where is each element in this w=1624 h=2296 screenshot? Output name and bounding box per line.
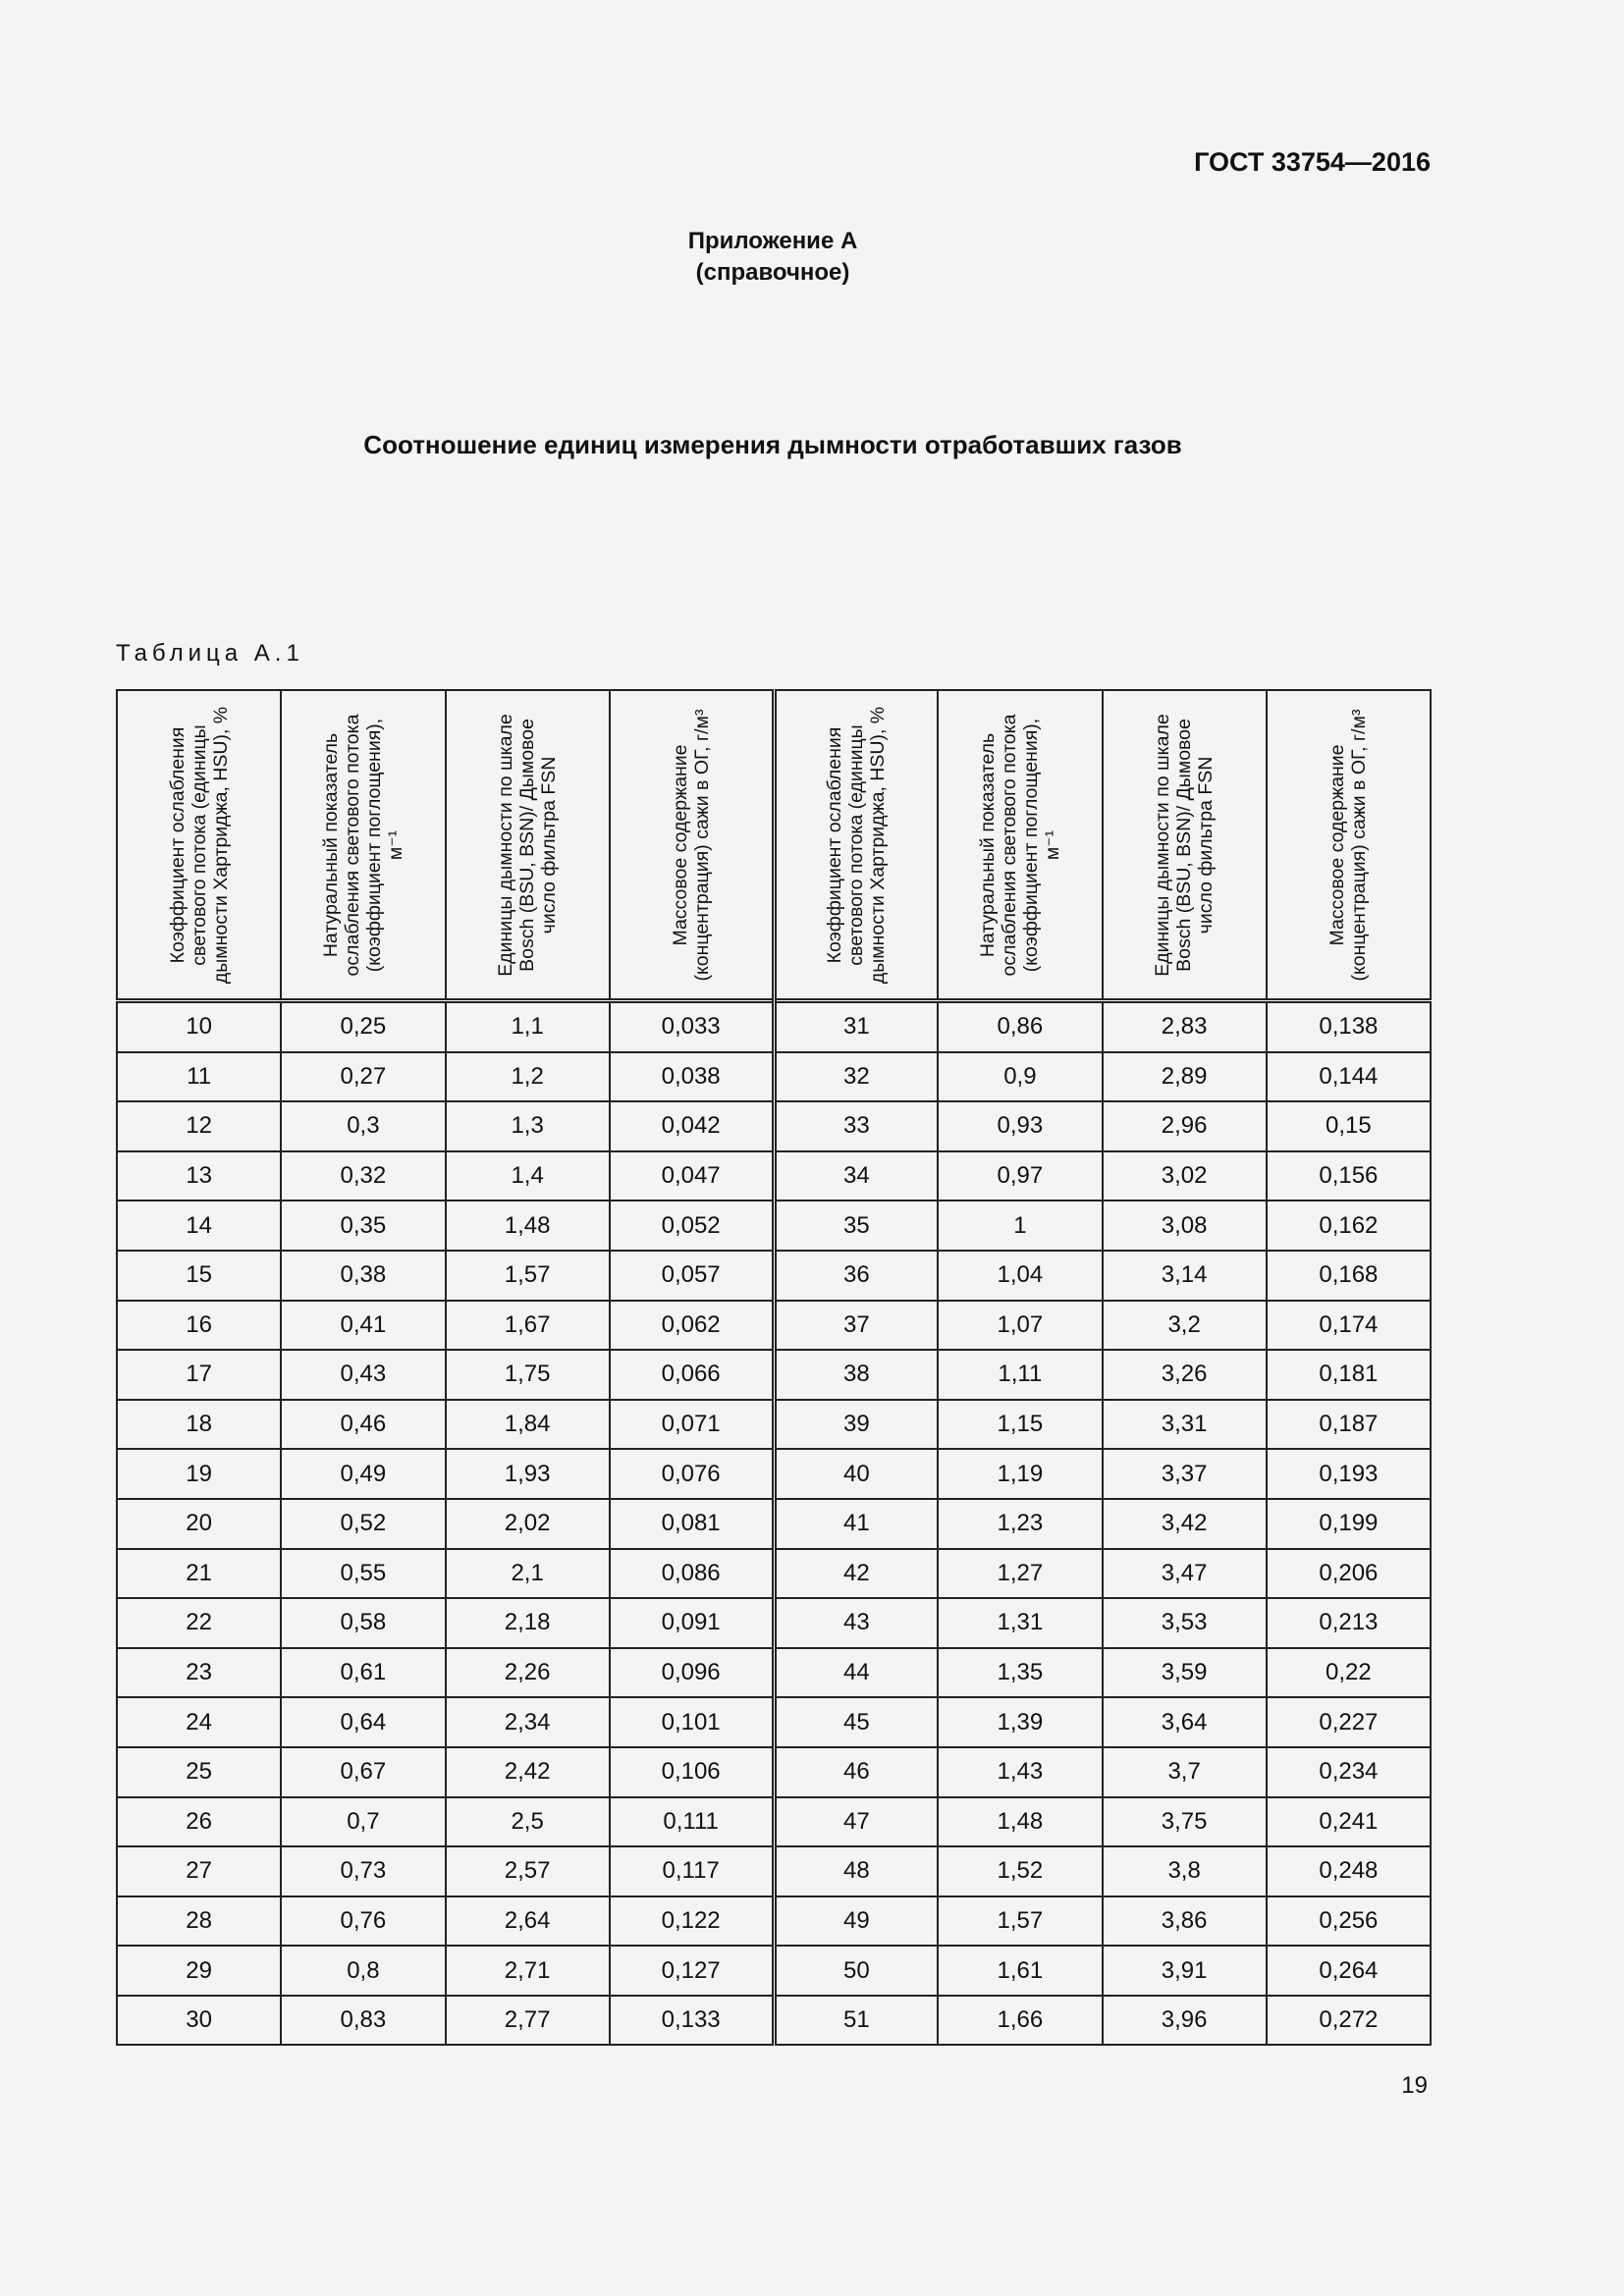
table-cell: 1,3 xyxy=(446,1101,610,1151)
table-header-row xyxy=(117,690,1431,1001)
table-cell: 20 xyxy=(117,1499,281,1549)
table-cell: 3,42 xyxy=(1103,1499,1267,1549)
table-row xyxy=(117,1251,1431,1301)
table-cell: 0,76 xyxy=(281,1896,445,1947)
table-cell: 0,15 xyxy=(1267,1101,1431,1151)
table-cell: 3,08 xyxy=(1103,1201,1267,1251)
table-cell: 28 xyxy=(117,1896,281,1947)
table-cell: 17 xyxy=(117,1350,281,1400)
table-cell: 1,27 xyxy=(938,1549,1102,1599)
table-cell: 11 xyxy=(117,1052,281,1102)
table-row xyxy=(117,1001,1431,1052)
table-cell: 0,138 xyxy=(1267,1001,1431,1052)
table-cell: 0,97 xyxy=(938,1151,1102,1201)
table-cell: 3,91 xyxy=(1103,1946,1267,1996)
header-cell xyxy=(117,690,281,1001)
table-cell: 0,86 xyxy=(938,1001,1102,1052)
table-row xyxy=(117,1996,1431,2046)
table-cell: 0,199 xyxy=(1267,1499,1431,1549)
table-cell: 0,52 xyxy=(281,1499,445,1549)
table-row xyxy=(117,1499,1431,1549)
table-cell: 45 xyxy=(774,1697,938,1747)
table-cell: 0,35 xyxy=(281,1201,445,1251)
table-cell: 1,19 xyxy=(938,1449,1102,1499)
table-cell: 16 xyxy=(117,1301,281,1351)
table-cell: 2,77 xyxy=(446,1996,610,2046)
table-row xyxy=(117,1301,1431,1351)
table-cell: 0,091 xyxy=(610,1598,774,1648)
table-row xyxy=(117,1598,1431,1648)
table-cell: 0,042 xyxy=(610,1101,774,1151)
table-cell: 0,047 xyxy=(610,1151,774,1201)
table-cell: 0,038 xyxy=(610,1052,774,1102)
table-cell: 3,96 xyxy=(1103,1996,1267,2046)
table-cell: 0,213 xyxy=(1267,1598,1431,1648)
table-cell: 1,35 xyxy=(938,1648,1102,1698)
table-cell: 34 xyxy=(774,1151,938,1201)
table-cell: 37 xyxy=(774,1301,938,1351)
table-cell: 0,93 xyxy=(938,1101,1102,1151)
table-cell: 3,53 xyxy=(1103,1598,1267,1648)
table-cell: 3,14 xyxy=(1103,1251,1267,1301)
header-cell xyxy=(1103,690,1267,1001)
table-cell: 1,4 xyxy=(446,1151,610,1201)
header-cell xyxy=(446,690,610,1001)
table-cell: 0,61 xyxy=(281,1648,445,1698)
table-cell: 3,31 xyxy=(1103,1400,1267,1450)
table-cell: 3,37 xyxy=(1103,1449,1267,1499)
table-cell: 49 xyxy=(774,1896,938,1947)
table-cell: 0,181 xyxy=(1267,1350,1431,1400)
table-cell: 0,64 xyxy=(281,1697,445,1747)
table-cell: 0,32 xyxy=(281,1151,445,1201)
table-row xyxy=(117,1350,1431,1400)
table-row xyxy=(117,1549,1431,1599)
header-cell xyxy=(1267,690,1431,1001)
table-row xyxy=(117,1101,1431,1151)
table-cell: 21 xyxy=(117,1549,281,1599)
table-cell: 1,23 xyxy=(938,1499,1102,1549)
table-cell: 46 xyxy=(774,1747,938,1797)
table-cell: 1,39 xyxy=(938,1697,1102,1747)
table-cell: 25 xyxy=(117,1747,281,1797)
table-cell: 0,162 xyxy=(1267,1201,1431,1251)
table-cell: 1,48 xyxy=(938,1797,1102,1847)
table-cell: 0,83 xyxy=(281,1996,445,2046)
table-cell: 0,206 xyxy=(1267,1549,1431,1599)
table-cell: 48 xyxy=(774,1846,938,1896)
header-cell xyxy=(281,690,445,1001)
appendix-heading xyxy=(0,226,1545,289)
table-cell: 0,117 xyxy=(610,1846,774,1896)
table-cell: 0,9 xyxy=(938,1052,1102,1102)
table-cell: 19 xyxy=(117,1449,281,1499)
table-row xyxy=(117,1896,1431,1947)
table-cell: 1,1 xyxy=(446,1001,610,1052)
table-cell: 0,062 xyxy=(610,1301,774,1351)
table-cell: 3,86 xyxy=(1103,1896,1267,1947)
page-number: 19 xyxy=(1401,2072,1428,2099)
table-cell: 0,41 xyxy=(281,1301,445,1351)
table-cell: 0,272 xyxy=(1267,1996,1431,2046)
table-cell: 0,264 xyxy=(1267,1946,1431,1996)
table-cell: 0,052 xyxy=(610,1201,774,1251)
table-cell: 1,11 xyxy=(938,1350,1102,1400)
table-cell: 1,67 xyxy=(446,1301,610,1351)
table-cell: 0,111 xyxy=(610,1797,774,1847)
table-cell: 0,076 xyxy=(610,1449,774,1499)
table-cell: 1,48 xyxy=(446,1201,610,1251)
table-cell: 26 xyxy=(117,1797,281,1847)
table-cell: 24 xyxy=(117,1697,281,1747)
table-cell: 35 xyxy=(774,1201,938,1251)
table-cell: 39 xyxy=(774,1400,938,1450)
table-cell: 1,57 xyxy=(446,1251,610,1301)
table-label: Таблица А.1 xyxy=(116,640,304,667)
table-cell: 0,25 xyxy=(281,1001,445,1052)
table-cell: 0,256 xyxy=(1267,1896,1431,1947)
header-text: Массовое содержание (концентрация) сажи в ОГ, г/м³ xyxy=(1326,709,1371,981)
table-cell: 0,066 xyxy=(610,1350,774,1400)
table-cell: 1,57 xyxy=(938,1896,1102,1947)
header-text: Коэффициент ослабления светового потока (единицы дымности Хартриджа, HSU), % xyxy=(166,706,232,984)
table-row xyxy=(117,1697,1431,1747)
table-cell: 1,04 xyxy=(938,1251,1102,1301)
table-cell: 2,96 xyxy=(1103,1101,1267,1151)
table-cell: 0,46 xyxy=(281,1400,445,1450)
table-cell: 3,7 xyxy=(1103,1747,1267,1797)
table-cell: 0,248 xyxy=(1267,1846,1431,1896)
table-row xyxy=(117,1648,1431,1698)
table-cell: 3,8 xyxy=(1103,1846,1267,1896)
table-cell: 23 xyxy=(117,1648,281,1698)
table-cell: 0,8 xyxy=(281,1946,445,1996)
table-row xyxy=(117,1747,1431,1797)
table-row xyxy=(117,1846,1431,1896)
table-cell: 3,26 xyxy=(1103,1350,1267,1400)
table-cell: 22 xyxy=(117,1598,281,1648)
table-cell: 2,34 xyxy=(446,1697,610,1747)
table-cell: 0,187 xyxy=(1267,1400,1431,1450)
table-cell: 14 xyxy=(117,1201,281,1251)
table-cell: 3,75 xyxy=(1103,1797,1267,1847)
table-cell: 0,49 xyxy=(281,1449,445,1499)
table-cell: 2,83 xyxy=(1103,1001,1267,1052)
header-cell xyxy=(610,690,774,1001)
table-cell: 18 xyxy=(117,1400,281,1450)
table-cell: 36 xyxy=(774,1251,938,1301)
table-cell: 50 xyxy=(774,1946,938,1996)
table-cell: 0,033 xyxy=(610,1001,774,1052)
table-cell: 1,75 xyxy=(446,1350,610,1400)
table-cell: 0,122 xyxy=(610,1896,774,1947)
table-row xyxy=(117,1052,1431,1102)
table-cell: 30 xyxy=(117,1996,281,2046)
table-cell: 0,081 xyxy=(610,1499,774,1549)
table-cell: 29 xyxy=(117,1946,281,1996)
page-title: Соотношение единиц измерения дымности отработавших газов xyxy=(363,430,1182,459)
table-cell: 0,3 xyxy=(281,1101,445,1151)
table-cell: 0,67 xyxy=(281,1747,445,1797)
header-cell xyxy=(938,690,1102,1001)
document-code: ГОСТ 33754—2016 xyxy=(1194,147,1431,177)
table-cell: 2,57 xyxy=(446,1846,610,1896)
table-cell: 1,84 xyxy=(446,1400,610,1450)
table-cell: 0,057 xyxy=(610,1251,774,1301)
table-cell: 1,52 xyxy=(938,1846,1102,1896)
table-cell: 0,38 xyxy=(281,1251,445,1301)
table-cell: 2,42 xyxy=(446,1747,610,1797)
table-cell: 2,18 xyxy=(446,1598,610,1648)
table-cell: 1,31 xyxy=(938,1598,1102,1648)
table-cell: 0,43 xyxy=(281,1350,445,1400)
table-cell: 0,27 xyxy=(281,1052,445,1102)
table-cell: 0,071 xyxy=(610,1400,774,1450)
table-row xyxy=(117,1201,1431,1251)
table-cell: 1,61 xyxy=(938,1946,1102,1996)
table-cell: 42 xyxy=(774,1549,938,1599)
table-cell: 2,1 xyxy=(446,1549,610,1599)
table-cell: 0,133 xyxy=(610,1996,774,2046)
table-cell: 47 xyxy=(774,1797,938,1847)
table-cell: 1,07 xyxy=(938,1301,1102,1351)
table-cell: 32 xyxy=(774,1052,938,1102)
table-row xyxy=(117,1400,1431,1450)
table-cell: 1 xyxy=(938,1201,1102,1251)
table-cell: 0,193 xyxy=(1267,1449,1431,1499)
table-cell: 3,59 xyxy=(1103,1648,1267,1698)
table-cell: 0,22 xyxy=(1267,1648,1431,1698)
appendix-title: Приложение А xyxy=(687,228,858,254)
header-text: Массовое содержание (концентрация) сажи в ОГ, г/м³ xyxy=(669,709,713,981)
table-cell: 2,02 xyxy=(446,1499,610,1549)
table-row xyxy=(117,1449,1431,1499)
table-cell: 2,64 xyxy=(446,1896,610,1947)
header-text: Натуральный показатель ослабления светового потока (коэффициент поглощения), м⁻¹ xyxy=(976,714,1063,976)
table-cell: 3,47 xyxy=(1103,1549,1267,1599)
table-cell: 3,02 xyxy=(1103,1151,1267,1201)
table-cell: 2,89 xyxy=(1103,1052,1267,1102)
table-cell: 43 xyxy=(774,1598,938,1648)
table-cell: 0,58 xyxy=(281,1598,445,1648)
table-body xyxy=(117,1001,1431,2046)
table-cell: 41 xyxy=(774,1499,938,1549)
header-text: Коэффициент ослабления светового потока (единицы дымности Хартриджа, HSU), % xyxy=(824,706,890,984)
table-cell: 12 xyxy=(117,1101,281,1151)
appendix-subtitle: (справочное) xyxy=(695,259,850,286)
table-cell: 3,2 xyxy=(1103,1301,1267,1351)
header-text: Натуральный показатель ослабления светового потока (коэффициент поглощения), м⁻¹ xyxy=(319,714,406,976)
table-cell: 0,144 xyxy=(1267,1052,1431,1102)
table-cell: 0,174 xyxy=(1267,1301,1431,1351)
table-cell: 2,26 xyxy=(446,1648,610,1698)
table-row xyxy=(117,1151,1431,1201)
table-cell: 0,106 xyxy=(610,1747,774,1797)
table-cell: 0,168 xyxy=(1267,1251,1431,1301)
table-cell: 38 xyxy=(774,1350,938,1400)
table-cell: 2,5 xyxy=(446,1797,610,1847)
table-cell: 0,234 xyxy=(1267,1747,1431,1797)
table-cell: 0,7 xyxy=(281,1797,445,1847)
table-cell: 0,101 xyxy=(610,1697,774,1747)
table-cell: 1,43 xyxy=(938,1747,1102,1797)
table-cell: 0,241 xyxy=(1267,1797,1431,1847)
table-cell: 1,2 xyxy=(446,1052,610,1102)
table-cell: 0,73 xyxy=(281,1846,445,1896)
table-cell: 33 xyxy=(774,1101,938,1151)
table-cell: 0,227 xyxy=(1267,1697,1431,1747)
table-cell: 0,127 xyxy=(610,1946,774,1996)
table-cell: 15 xyxy=(117,1251,281,1301)
table-cell: 13 xyxy=(117,1151,281,1201)
table-cell: 1,93 xyxy=(446,1449,610,1499)
table-row xyxy=(117,1946,1431,1996)
conversion-table xyxy=(116,689,1432,2046)
table-cell: 3,64 xyxy=(1103,1697,1267,1747)
table-cell: 0,156 xyxy=(1267,1151,1431,1201)
table-cell: 0,55 xyxy=(281,1549,445,1599)
table-cell: 0,086 xyxy=(610,1549,774,1599)
table-cell: 0,096 xyxy=(610,1648,774,1698)
header-cell xyxy=(774,690,938,1001)
table-cell: 31 xyxy=(774,1001,938,1052)
header-text: Единицы дымности по шкале Bosch (BSU, BSN)/ Дымовое число фильтра FSN xyxy=(495,713,561,977)
table-cell: 44 xyxy=(774,1648,938,1698)
table-cell: 1,66 xyxy=(938,1996,1102,2046)
table-row xyxy=(117,1797,1431,1847)
table-cell: 51 xyxy=(774,1996,938,2046)
table-cell: 40 xyxy=(774,1449,938,1499)
table-cell: 27 xyxy=(117,1846,281,1896)
header-text: Единицы дымности по шкале Bosch (BSU, BSN)/ Дымовое число фильтра FSN xyxy=(1152,713,1218,977)
table-cell: 2,71 xyxy=(446,1946,610,1996)
table-cell: 1,15 xyxy=(938,1400,1102,1450)
table-cell: 10 xyxy=(117,1001,281,1052)
